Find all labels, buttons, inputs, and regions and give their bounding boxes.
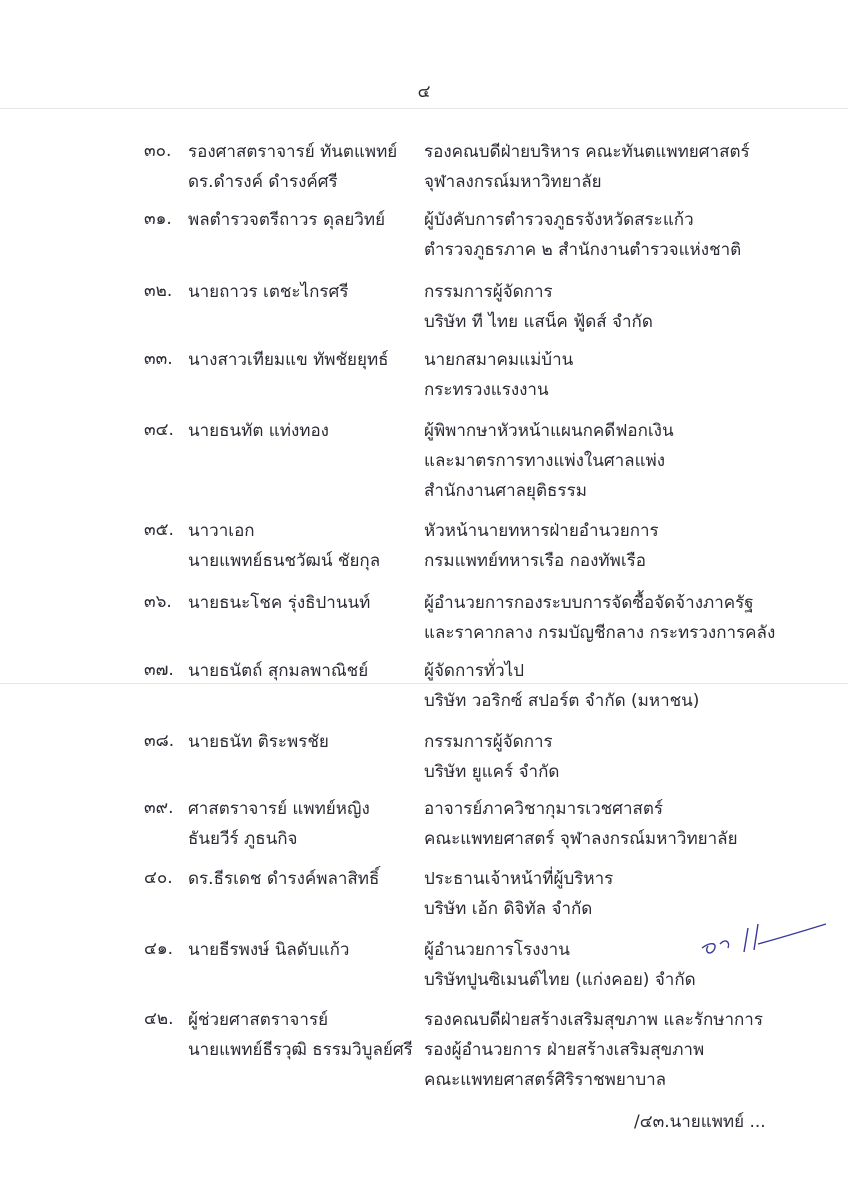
name-line: ดร.ดำรงค์ ดำรงค์ศรี	[188, 172, 338, 192]
position-line: ผู้บังคับการตำรวจภูธรจังหวัดสระแก้ว	[424, 210, 694, 230]
position-line: นายกสมาคมแม่บ้าน	[424, 350, 574, 370]
position-line: และมาตรการทางแพ่งในศาลแพ่ง	[424, 451, 666, 471]
position-line: ผู้อำนวยการโรงงาน	[424, 940, 570, 960]
position-line: ประธานเจ้าหน้าที่ผู้บริหาร	[424, 869, 614, 889]
position-line: กรมแพทย์ทหารเรือ กองทัพเรือ	[424, 551, 646, 571]
entry-position	[424, 588, 824, 648]
position-line: บริษัท ที ไทย แสน็ค ฟู้ดส์ จำกัด	[424, 312, 653, 332]
entry-name	[188, 794, 418, 854]
name-line: ดร.ธีรเดช ดำรงค์พลาสิทธิ์	[188, 869, 380, 889]
position-line: บริษัท ยูแคร์ จำกัด	[424, 762, 560, 782]
position-line: คณะแพทยศาสตร์ศิริราชพยาบาล	[424, 1070, 667, 1090]
entry-number: ๓๐.	[144, 141, 172, 161]
signature-mark	[700, 912, 830, 962]
position-line: จุฬาลงกรณ์มหาวิทยาลัย	[424, 172, 602, 192]
entry-position	[424, 516, 824, 576]
entry-position	[424, 277, 824, 337]
entry-name	[188, 864, 418, 894]
page-number: ๔	[417, 82, 431, 102]
entry-name	[188, 345, 418, 375]
position-line: ผู้จัดการทั่วไป	[424, 661, 525, 681]
entry-number: ๓๓.	[144, 349, 173, 369]
position-line: บริษัท เอ้ก ดิจิทัล จำกัด	[424, 899, 593, 919]
name-line: ผู้ช่วยศาสตราจารย์	[188, 1010, 329, 1030]
entry-number: ๓๖.	[144, 592, 172, 612]
position-line: กรรมการผู้จัดการ	[424, 732, 553, 752]
entry-position	[424, 416, 824, 506]
position-line: รองคณบดีฝ่ายบริหาร คณะทันตแพทยศาสตร์	[424, 142, 750, 162]
name-line: นายแพทย์ธนชวัฒน์ ชัยกุล	[188, 551, 381, 571]
name-line: พลตำรวจตรีถาวร ดุลยวิทย์	[188, 210, 386, 230]
entry-name	[188, 137, 418, 197]
name-line: นาวาเอก	[188, 521, 255, 541]
entry-number: ๓๒.	[144, 281, 173, 301]
name-line: นายถาวร เตชะไกรศรี	[188, 282, 349, 302]
entry-position	[424, 727, 824, 787]
name-line: นายแพทย์ธีรวุฒิ ธรรมวิบูลย์ศรี	[188, 1040, 413, 1060]
position-line: บริษัทปูนซิเมนต์ไทย (แก่งคอย) จำกัด	[424, 970, 696, 990]
name-line: ธันยวีร์ ภูธนกิจ	[188, 829, 298, 849]
entry-number: ๓๘.	[144, 731, 175, 751]
position-line: บริษัท วอริกซ์ สปอร์ต จำกัด (มหาชน)	[424, 691, 700, 711]
entry-position	[424, 794, 824, 854]
entry-position	[424, 345, 824, 405]
position-line: หัวหน้านายทหารฝ่ายอำนวยการ	[424, 521, 659, 541]
name-line: ศาสตราจารย์ แพทย์หญิง	[188, 799, 370, 819]
entry-position	[424, 656, 824, 716]
position-line: รองผู้อำนวยการ ฝ่ายสร้างเสริมสุขภาพ	[424, 1040, 705, 1060]
entry-number: ๔๑.	[144, 939, 174, 959]
position-line: ผู้อำนวยการกองระบบการจัดซื้อจัดจ้างภาครัฐ	[424, 593, 754, 613]
name-line: นางสาวเทียมแข ทัพชัยยุทธ์	[188, 350, 389, 370]
name-line: นายธนัตถ์ สุกมลพาณิชย์	[188, 661, 369, 681]
entry-name	[188, 277, 418, 307]
position-line: กรรมการผู้จัดการ	[424, 282, 553, 302]
position-line: คณะแพทยศาสตร์ จุฬาลงกรณ์มหาวิทยาลัย	[424, 829, 738, 849]
position-line: กระทรวงแรงงาน	[424, 380, 549, 400]
name-line: นายธนะโชค รุ่งธิปานนท์	[188, 593, 371, 613]
entry-name	[188, 205, 418, 235]
entry-number: ๓๙.	[144, 798, 174, 818]
entry-number: ๓๕.	[144, 520, 174, 540]
name-line: นายธีรพงษ์ นิลดับแก้ว	[188, 940, 350, 960]
scan-line	[0, 108, 848, 109]
entry-name	[188, 727, 418, 757]
name-line: นายธนทัต แท่งทอง	[188, 421, 329, 441]
position-line: ผู้พิพากษาหัวหน้าแผนกคดีฟอกเงิน	[424, 421, 674, 441]
entry-name	[188, 588, 418, 618]
name-line: นายธนัท ติระพรชัย	[188, 732, 329, 752]
entry-name	[188, 656, 418, 686]
entry-name	[188, 416, 418, 446]
entry-number: ๓๑.	[144, 209, 172, 229]
entry-name	[188, 1005, 418, 1065]
entry-position	[424, 205, 824, 265]
position-line: อาจารย์ภาควิชากุมารเวชศาสตร์	[424, 799, 664, 819]
entry-position	[424, 1005, 824, 1095]
position-line: และราคากลาง กรมบัญชีกลาง กระทรวงการคลัง	[424, 623, 776, 643]
entry-name	[188, 935, 418, 965]
entry-number: ๓๔.	[144, 420, 174, 440]
continuation-note: /๔๓.นายแพทย์ ...	[634, 1112, 766, 1132]
name-line: รองศาสตราจารย์ ทันตแพทย์	[188, 142, 398, 162]
entry-position	[424, 137, 824, 197]
position-line: ตำรวจภูธรภาค ๒ สำนักงานตำรวจแห่งชาติ	[424, 240, 742, 260]
entry-number: ๔๐.	[144, 868, 173, 888]
entry-number: ๔๒.	[144, 1009, 174, 1029]
entry-number: ๓๗.	[144, 660, 174, 680]
position-line: รองคณบดีฝ่ายสร้างเสริมสุขภาพ และรักษาการ	[424, 1010, 763, 1030]
position-line: สำนักงานศาลยุติธรรม	[424, 481, 587, 501]
entry-name	[188, 516, 418, 576]
